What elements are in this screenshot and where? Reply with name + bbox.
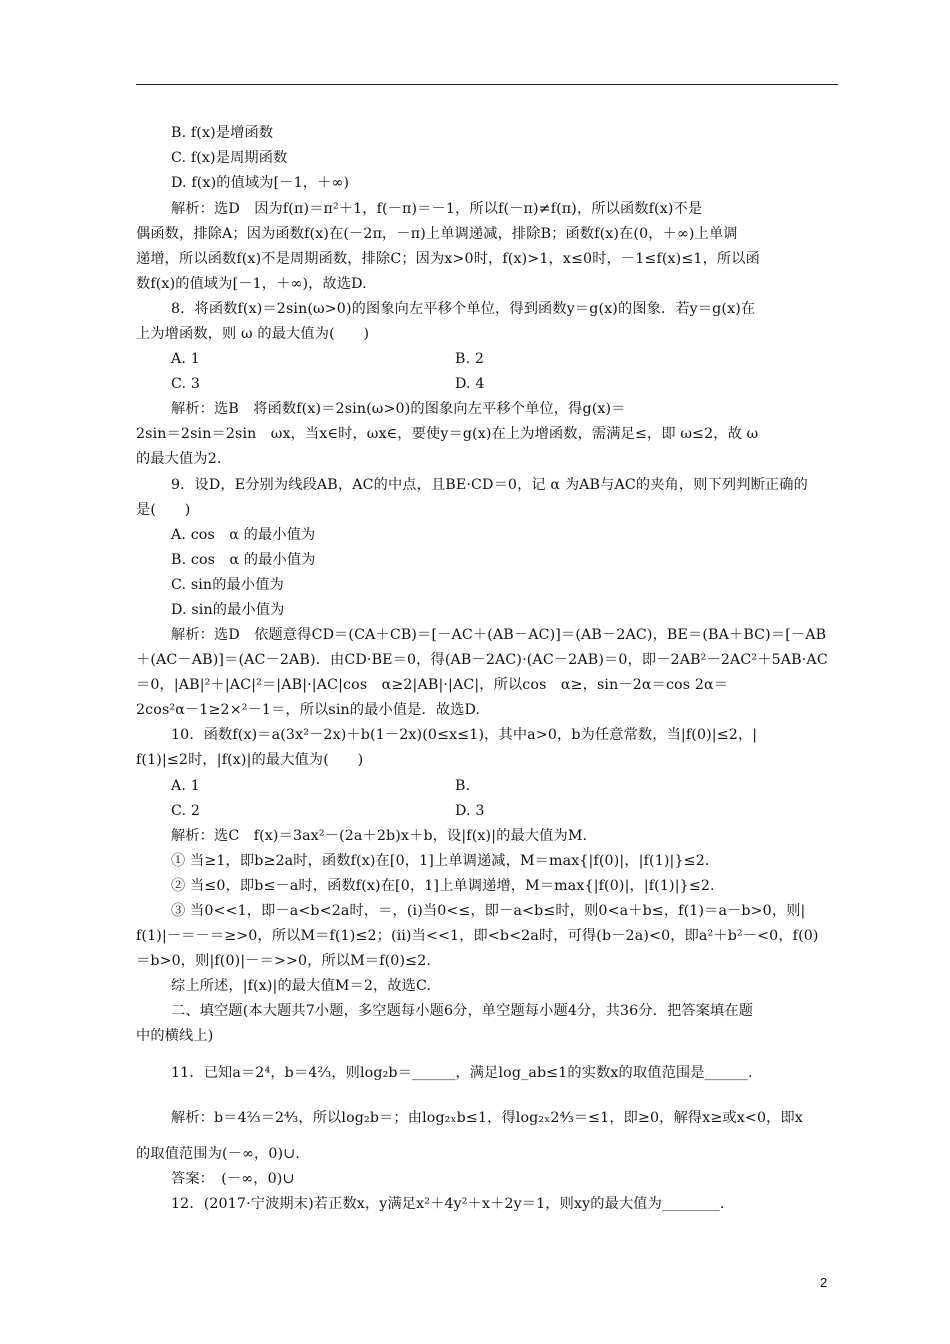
text-line: ＋(AC－AB)]＝(AC－2AB)．由CD·BE＝0，得(AB－2AC)·(AC－2AB)＝0，即－2AB²－2AC²＋5AB·AC	[136, 652, 828, 668]
text-line: f(1)|－＝－＝≥>0，所以M＝f(1)≤2；(ⅱ)当<<1，即<b<2a时，可得(b－2a)<0，即a²＋b²－<0，f(0)	[136, 928, 819, 944]
text-line: 11．已知a＝2⁴，b＝4⅔，则log₂b＝______，满足log_ab≤1的实数x的取值范围是______.	[171, 1065, 753, 1081]
text-line: 2cos²α－1≥2×²－1＝，所以sin的最小值是．故选D.	[136, 702, 481, 718]
text-line: 2sin＝2sin＝2sin ωx，当x∈时，ωx∈，要使y＝g(x)在上为增函数，需满足≤，即 ω≤2，故 ω	[136, 426, 759, 442]
text-line: 二、填空题(本大题共7小题，多空题每小题6分，单空题每小题4分，共36分．把答案填在题	[171, 1003, 754, 1019]
text-line: A. 1	[171, 351, 200, 367]
page-number: 2	[820, 1275, 828, 1290]
text-line: 解析：b＝4⅔＝2⁴⁄₃，所以log₂b＝；由log₂ₓb≤1，得log₂ₓ2⁴⁄₃＝≤1，即≥0，解得x≥或x<0，即x	[171, 1110, 803, 1126]
text-line: 9．设D，E分别为线段AB，AC的中点，且BE·CD＝0，记 α 为AB与AC的夹角，则下列判断正确的	[171, 477, 808, 493]
text-line: 答案： (－∞，0)∪	[171, 1171, 295, 1187]
text-line: ① 当≥1，即b≥2a时，函数f(x)在[0，1]上单调递减，M＝max{|f(0)|，|f(1)|}≤2.	[171, 853, 710, 869]
text-line: 解析：选B 将函数f(x)＝2sin(ω>0)的图象向左平移个单位，得g(x)＝	[171, 401, 626, 417]
text-line: C. f(x)是周期函数	[171, 150, 288, 166]
text-line: A. cos α 的最小值为	[171, 527, 316, 543]
text-line: f(1)|≤2时，|f(x)|的最大值为( )	[136, 752, 364, 768]
text-line: D. 3	[455, 803, 485, 819]
text-line: 12．(2017·宁波期末)若正数x，y满足x²＋4y²＋x＋2y＝1，则xy的最大值为________.	[171, 1196, 725, 1212]
header-rule	[136, 84, 838, 85]
text-line: 偶函数，排除A；因为函数f(x)在(－2π，－π)上单调递减，排除B；函数f(x)在(0，＋∞)上单调	[136, 226, 738, 242]
text-line: 10．函数f(x)＝a(3x²－2x)＋b(1－2x)(0≤x≤1)，其中a>0，b为任意常数，当|f(0)|≤2，|	[171, 727, 758, 743]
text-line: 解析：选D 依题意得CD＝(CA＋CB)＝[－AC＋(AB－AC)]＝(AB－2AC)，BE＝(BA＋BC)＝[－AB	[171, 627, 827, 643]
text-line: B.	[455, 778, 471, 794]
text-line: D. sin的最小值为	[171, 602, 285, 618]
text-line: 递增，所以函数f(x)不是周期函数，排除C；因为x>0时，f(x)>1，x≤0时，－1≤f(x)≤1，所以函	[136, 251, 760, 267]
text-line: 解析：选D 因为f(π)＝π²＋1，f(－π)＝－1，所以f(－π)≠f(π)，所以函数f(x)不是	[171, 201, 703, 217]
text-line: A. 1	[171, 778, 200, 794]
text-line: ② 当≤0，即b≤－a时，函数f(x)在[0，1]上单调递增，M＝max{|f(0)|，|f(1)|}≤2.	[171, 878, 715, 894]
text-line: ＝b>0，则|f(0)|－＝>>0，所以M＝f(0)≤2.	[136, 953, 432, 969]
text-line: 上为增函数，则 ω 的最大值为( )	[136, 326, 370, 342]
text-line: D. f(x)的值域为[－1，＋∞)	[171, 175, 350, 191]
text-line: B. f(x)是增函数	[171, 125, 274, 141]
text-line: 解析：选C f(x)＝3ax²－(2a＋2b)x＋b，设|f(x)|的最大值为M.	[171, 828, 588, 844]
text-line: 中的横线上)	[136, 1028, 214, 1044]
text-line: C. sin的最小值为	[171, 577, 284, 593]
text-line: 8．将函数f(x)＝2sin(ω>0)的图象向左平移个单位，得到函数y＝g(x)的图象．若y＝g(x)在	[171, 301, 756, 317]
text-line: B. cos α 的最小值为	[171, 552, 316, 568]
text-line: ＝0，|AB|²＋|AC|²＝|AB|·|AC|cos α≥2|AB|·|AC|，所以cos α≥，sin－2α＝cos 2α＝	[136, 677, 729, 693]
text-line: C. 2	[171, 803, 200, 819]
text-line: 的最大值为2.	[136, 451, 222, 467]
text-line: 的取值范围为(－∞，0)∪.	[136, 1146, 300, 1162]
text-line: 数f(x)的值域为[－1，＋∞)，故选D.	[136, 276, 367, 292]
text-line: ③ 当0<<1，即－a<b<2a时，＝，(ⅰ)当0<≤，即－a<b≤时，则0<a＋b≤，f(1)＝a－b>0，则|	[171, 903, 806, 919]
text-line: 是( )	[136, 502, 191, 518]
text-line: D. 4	[455, 376, 485, 392]
text-line: B. 2	[455, 351, 485, 367]
text-line: 综上所述，|f(x)|的最大值M＝2，故选C.	[171, 978, 432, 994]
text-line: C. 3	[171, 376, 200, 392]
